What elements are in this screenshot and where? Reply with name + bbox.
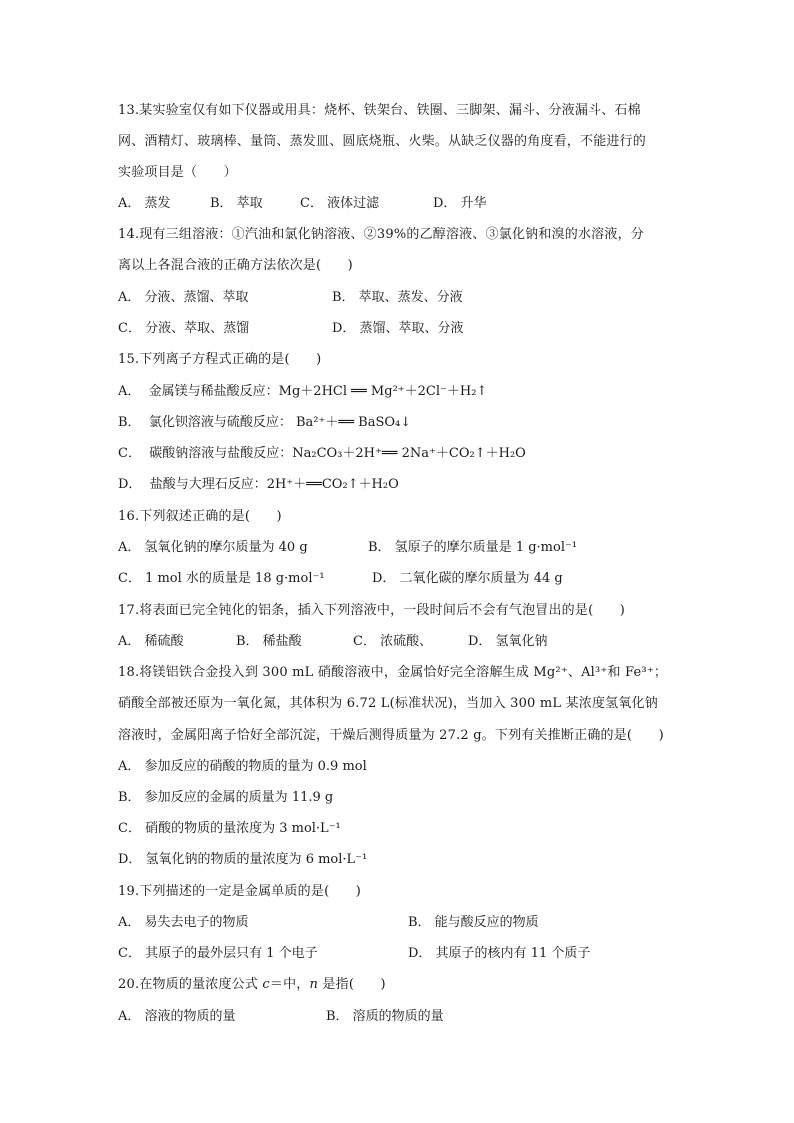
q19-option-d: D． 其原子的核内有 11 个质子 [408,946,591,961]
q14-option-a: A． 分液、蒸馏、萃取 [118,290,249,305]
option-label: C． [118,446,141,461]
option-equation: Mg＋2HCl ══ Mg²⁺＋2Cl⁻＋H₂↑ [278,384,488,399]
q18-stem-line-3: 溶液时，金属阳离子恰好全部沉淀，干燥后测得质量为 27.2 g。下列有关推断正确的是( ) [118,728,664,743]
q14-option-d: D． 蒸馏、萃取、分液 [332,321,464,336]
q20-var-n: n [309,977,319,992]
q18-stem-line-1: 18.将镁铝铁合金投入到 300 mL 硝酸溶液中，金属恰好完全溶解生成 Mg²⁺、Al³⁺和 Fe³⁺； [118,665,668,680]
option-text: 碳酸钠溶液与盐酸反应： [149,446,293,461]
q17-option-a: A． 稀硫酸 [118,634,184,649]
q16-stem: 16.下列叙述正确的是( ) [118,509,282,524]
q13-stem-line-2: 网、酒精灯、玻璃棒、量筒、蒸发皿、圆底烧瓶、火柴。从缺乏仪器的角度看，不能进行的 [118,134,647,149]
q13-option-b: B． 萃取 [210,196,263,211]
q19-stem: 19.下列描述的一定是金属单质的是( ) [118,884,362,899]
q14-option-b: B． 萃取、蒸发、分液 [332,290,463,305]
option-equation: 2H⁺＋══CO₂↑＋H₂O [266,477,399,492]
q13-stem-line-3: 实验项目是（ ） [118,165,237,180]
q16-option-c: C． 1 mol 水的质量是 18 g·mol⁻¹ [118,571,325,586]
q18-option-a: A． 参加反应的硝酸的物质的量为 0.9 mol [118,759,367,774]
q15-option-b [118,415,411,431]
q17-option-c: C． 浓硫酸、 [353,634,433,649]
q16-option-b: B． 氢原子的摩尔质量是 1 g·mol⁻¹ [368,540,578,555]
q19-option-a: A． 易失去电子的物质 [118,915,249,930]
q20-var-c: c [262,977,270,992]
q19-option-c: C． 其原子的最外层只有 1 个电子 [118,946,318,961]
q18-option-b: B． 参加反应的金属的质量为 11.9 g [118,790,334,805]
q20-stem-mid: ＝中， [269,977,310,992]
option-equation: Na₂CO₃＋2H⁺══ 2Na⁺＋CO₂↑＋H₂O [292,446,526,461]
q14-option-c: C． 分液、萃取、蒸馏 [118,321,250,336]
option-text: 氯化钡溶液与硫酸反应： [148,415,292,430]
q18-option-d: D． 氢氧化钠的物质的量浓度为 6 mol·L⁻¹ [118,852,368,867]
q13-option-a: A． 蒸发 [118,196,171,211]
q16-option-a: A． 氢氧化钠的摩尔质量为 40 g [118,540,308,555]
q14-stem-line-1: 14.现有三组溶液：①汽油和氯化钠溶液、②39%的乙醇溶液、③氯化钠和溴的水溶液，分 [118,227,644,242]
q17-option-d: D． 氢氧化钠 [468,634,548,649]
q20-option-b: B． 溶质的物质的量 [326,1009,444,1024]
q18-stem-line-2: 硝酸全部被还原为一氧化氮，其体积为 6.72 L(标准状况)，当加入 300 mL 某浓度氢氧化钠 [118,696,658,711]
q18-option-c: C． 硝酸的物质的量浓度为 3 mol·L⁻¹ [118,821,341,836]
q20-stem-prefix: 20.在物质的量浓度公式 [118,977,263,992]
q20-stem [118,977,386,993]
option-label: D． [118,477,142,492]
option-equation: Ba²⁺＋══ BaSO₄↓ [295,415,412,430]
option-text: 盐酸与大理石反应： [149,477,267,492]
q14-stem-line-2: 离以上各混合液的正确方法依次是( ) [118,258,353,273]
q15-option-d [118,477,399,493]
q17-option-b: B． 稀盐酸 [236,634,302,649]
option-text: 金属镁与稀盐酸反应： [148,384,279,399]
q15-option-c [118,446,526,462]
q13-option-c: C． 液体过滤 [300,196,380,211]
q19-option-b: B． 能与酸反应的物质 [408,915,539,930]
q15-option-a [118,384,487,400]
q17-stem: 17.将表面已完全钝化的铝条，插入下列溶液中，一段时间后不会有气泡冒出的是( ) [118,603,626,618]
q13-option-d: D． 升华 [433,196,487,211]
option-label: B． [118,415,141,430]
q15-stem: 15.下列离子方程式正确的是( ) [118,352,322,367]
q20-option-a: A． 溶液的物质的量 [118,1009,236,1024]
option-label: A． [118,384,141,399]
q13-stem-line-1: 13.某实验室仅有如下仪器或用具：烧杯、铁架台、铁圈、三脚架、漏斗、分液漏斗、石棉 [118,103,641,118]
q16-option-d: D． 二氧化碳的摩尔质量为 44 g [372,571,563,586]
q20-stem-suffix: 是指( ) [318,977,386,992]
